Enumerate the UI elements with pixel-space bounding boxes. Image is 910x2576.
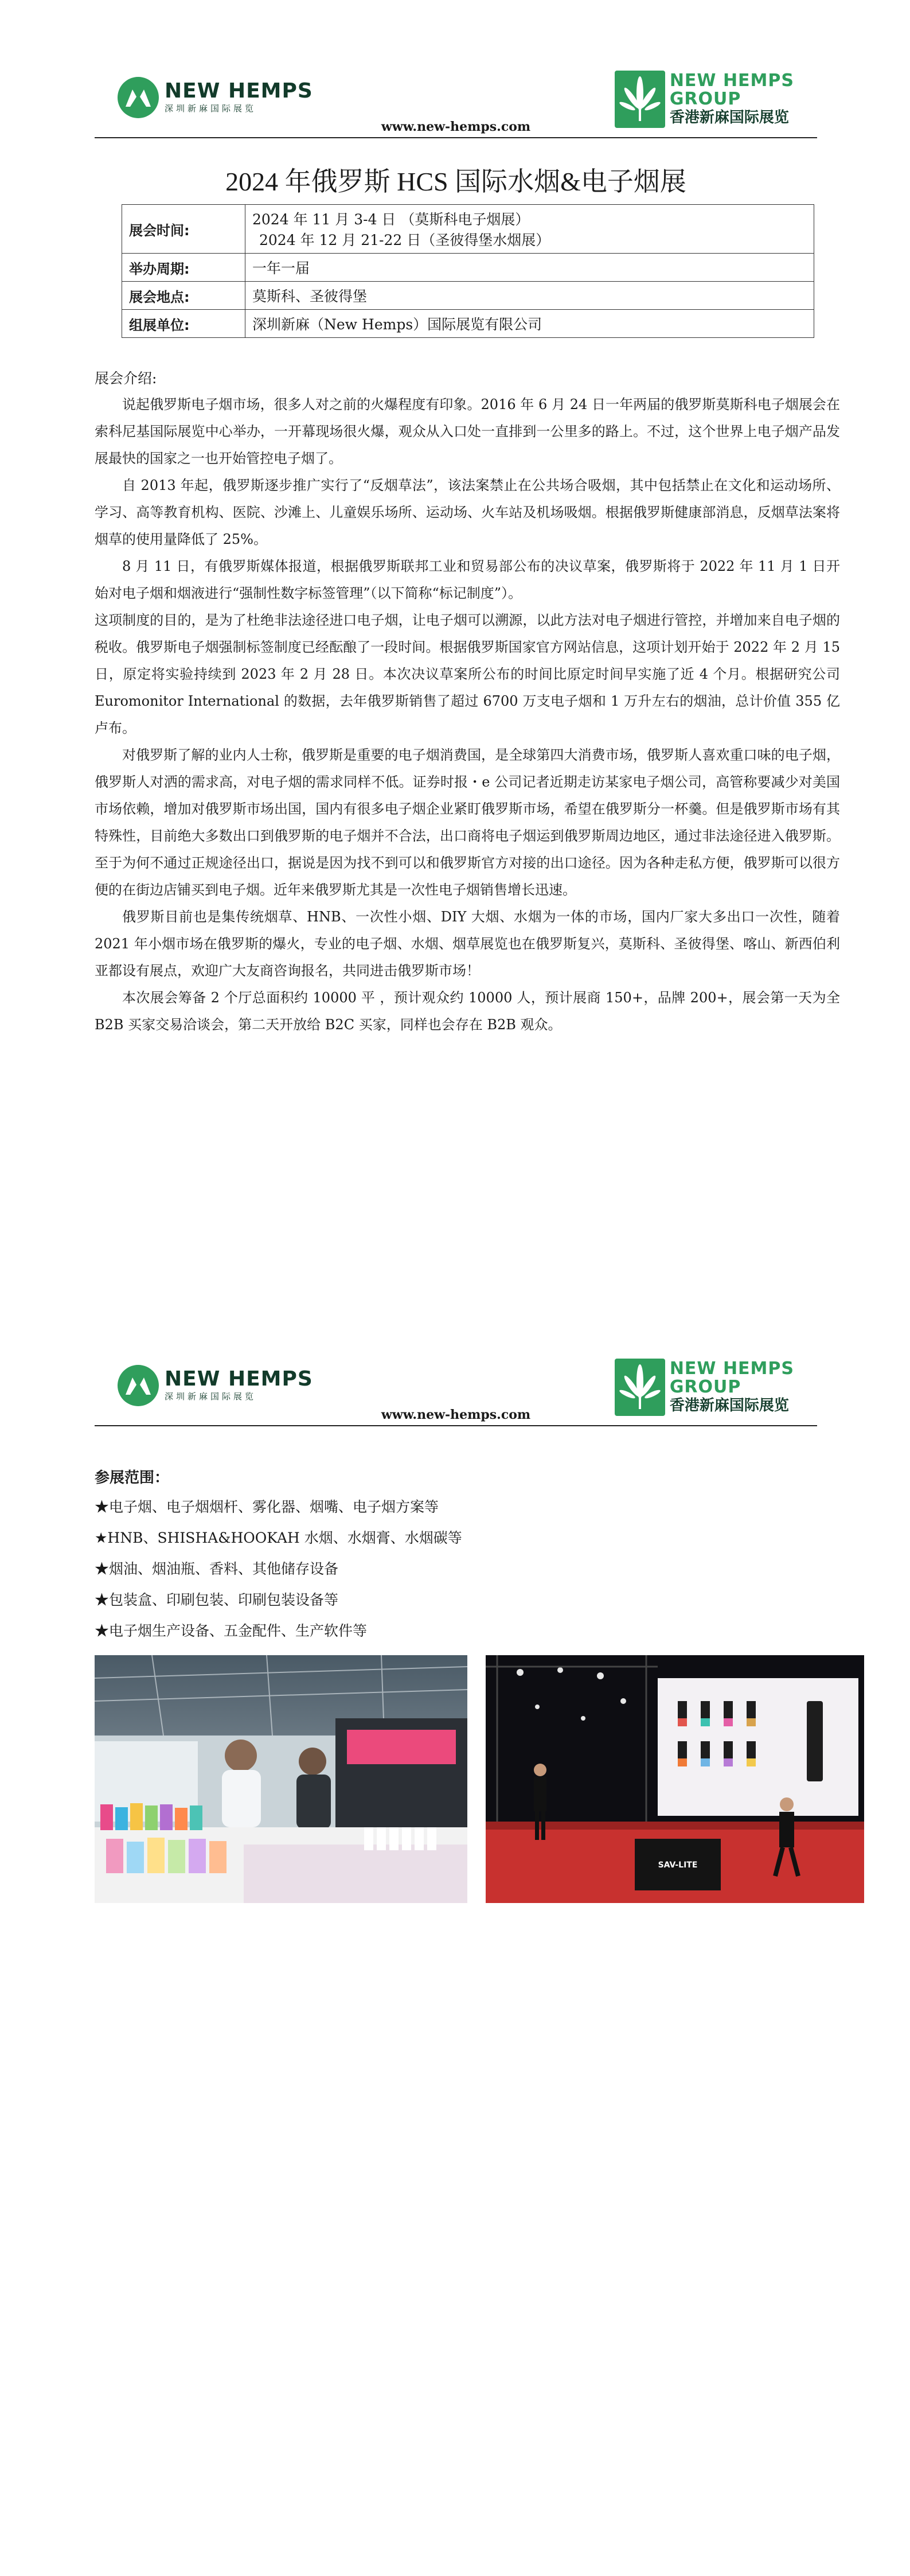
paragraph: 说起俄罗斯电子烟市场，很多人对之前的火爆程度有印象。2016 年 6 月 24 日一年两届的俄罗斯莫斯科电子烟展会在索科尼基国际展览中心举办，一开幕现场很火爆，观众从入口处一直排到一公里多的路上。不过，这个世界上电子烟产品发展最快的国家之一也开始管控电子烟了。 [95, 396, 840, 466]
scope-title: 参展范围： [95, 1469, 170, 1487]
page-header [95, 1357, 817, 1429]
list-item: ★HNB、SHISHA&HOOKAH 水烟、水烟膏、水烟碳等 [95, 1530, 462, 1546]
group-logo-text-2: GROUP [669, 1376, 741, 1397]
info-table [122, 204, 814, 338]
table-row [122, 282, 814, 310]
header-divider [95, 137, 817, 138]
website-url[interactable]: www.new-hemps.com [381, 119, 531, 134]
page-header [95, 69, 817, 141]
group-logo-text-cn: 香港新麻国际展览 [669, 1396, 789, 1414]
group-logo-text-2: GROUP [669, 88, 741, 109]
exhibition-booth-photo [95, 1655, 467, 1903]
organizer-value: 深圳新麻（New Hemps）国际展览有限公司 [245, 310, 814, 338]
group-logo-text-1: NEW HEMPS [669, 1358, 794, 1379]
list-item: ★电子烟、电子烟烟杆、雾化器、烟嘴、电子烟方案等 [95, 1499, 439, 1515]
logo-text-en: NEW HEMPS [165, 79, 313, 103]
paragraph: 8 月 11 日，有俄罗斯媒体报道，根据俄罗斯联邦工业和贸易部公布的决议草案，俄罗斯将于 2022 年 11 月 1 日开始对电子烟和烟液进行“强制性数字标签管理”（以下简称“标记制度”）。 [95, 558, 840, 601]
paragraph: 自 2013 年起，俄罗斯逐步推广实行了“反烟草法”，该法案禁止在公共场合吸烟，其中包括禁止在文化和运动场所、学习、高等教育机构、医院、沙滩上、儿童娱乐场所、运动场、火车站及机场吸烟。根据俄罗斯健康部消息，反烟草法案将烟草的使用量降低了 25%。 [95, 477, 840, 547]
page-2 [0, 1288, 910, 2576]
list-item: ★包装盒、印刷包装、印刷包装设备等 [95, 1591, 339, 1608]
logo-text-cn: 深圳新麻国际展览 [165, 1391, 257, 1402]
table-row [122, 254, 814, 282]
paragraph: 这项制度的目的，是为了杜绝非法途径进口电子烟，让电子烟可以溯源，以此方法对电子烟进行管控，并增加来自电子烟的税收。俄罗斯电子烟强制标签制度已经酝酿了一段时间。根据俄罗斯国家官方网站信息，这项计划开始于 2022 年 2 月 15 日，原定将实验持续到 2023 年 2 月 28 日。本次决议草案所公布的时间比原定时间早实施了近 4 个月。根据研究公司 Euromonitor International 的数据，去年俄罗斯销售了超过 6700 万支电子烟和 1 万升左右的烟油，总计价值 355 亿卢布。 [95, 612, 840, 736]
hemp-leaf-icon [118, 1365, 159, 1406]
organizer-label: 组展单位: [122, 310, 245, 338]
new-hemps-logo [118, 1363, 313, 1408]
intro-label: 展会介绍: [95, 370, 157, 387]
paragraph: 本次展会筹备 2 个厅总面积约 10000 平 ，预计观众约 10000 人，预计展商 150+，品牌 200+，展会第一天为全 B2B 买家交易洽谈会，第二天开放给 B2C 买家，同样也会存在 B2B 观众。 [95, 990, 840, 1033]
venue-value: 莫斯科、圣彼得堡 [245, 282, 814, 310]
time-value [245, 205, 814, 254]
table-row [122, 205, 814, 254]
website-url[interactable]: www.new-hemps.com [381, 1407, 531, 1422]
scope-list [95, 1492, 462, 1647]
intro-body [95, 391, 840, 1038]
new-hemps-logo [118, 75, 313, 120]
paragraph: 对俄罗斯了解的业内人士称，俄罗斯是重要的电子烟消费国，是全球第四大消费市场，俄罗斯人喜欢重口味的电子烟，俄罗斯人对洒的需求高，对电子烟的需求同样不低。证券时报・e 公司记者近期走访某家电子烟公司，高管称要减少对美国市场依赖，增加对俄罗斯市场出国，国内有很多电子烟企业紧盯俄罗斯市场，希望在俄罗斯分一杯羹。但是俄罗斯市场有其特殊性，目前绝大多数出口到俄罗斯的电子烟并不合法，出口商将电子烟运到俄罗斯周边地区，通过非法途径进入俄罗斯。至于为何不通过正规途径出口，据说是因为找不到可以和俄罗斯官方对接的出口途径。因为各种走私方便，俄罗斯可以很方便的在街边店铺买到电子烟。近年来俄罗斯尤其是一次性电子烟销售增长迅速。 [95, 747, 840, 898]
cycle-label: 举办周期: [122, 254, 245, 282]
table-row [122, 310, 814, 338]
list-item: ★电子烟生产设备、五金配件、生产软件等 [95, 1622, 368, 1639]
cycle-value: 一年一届 [245, 254, 814, 282]
time-value-2: 2024 年 12 月 21-22 日（圣彼得堡水烟展） [259, 232, 550, 248]
page-title: 2024 年俄罗斯 HCS 国际水烟&电子烟展 [225, 167, 686, 196]
stage-screen-brand: SAV-LITE [658, 1861, 698, 1870]
group-logo-text-cn: 香港新麻国际展览 [669, 108, 789, 126]
paragraph: 俄罗斯目前也是集传统烟草、HNB、一次性小烟、DIY 大烟、水烟为一体的市场，国内厂家大多出口一次性，随着 2021 年小烟市场在俄罗斯的爆火，专业的电子烟、水烟、烟草展览也在俄罗斯复兴，莫斯科、圣彼得堡、喀山、新西伯利亚都设有展点，欢迎广大友商咨询报名，共同进击俄罗斯市场！ [95, 909, 840, 979]
group-logo-text-1: NEW HEMPS [669, 70, 794, 91]
logo-text-en: NEW HEMPS [165, 1367, 313, 1391]
stage-presentation-photo [486, 1655, 864, 1903]
hemp-leaf-icon [118, 77, 159, 118]
list-item: ★烟油、烟油瓶、香料、其他储存设备 [95, 1561, 339, 1577]
venue-label: 展会地点: [122, 282, 245, 310]
header-divider [95, 1425, 817, 1426]
logo-text-cn: 深圳新麻国际展览 [165, 103, 257, 114]
time-label: 展会时间: [122, 205, 245, 254]
time-value-1: 2024 年 11 月 3-4 日 （莫斯科电子烟展） [252, 211, 530, 228]
